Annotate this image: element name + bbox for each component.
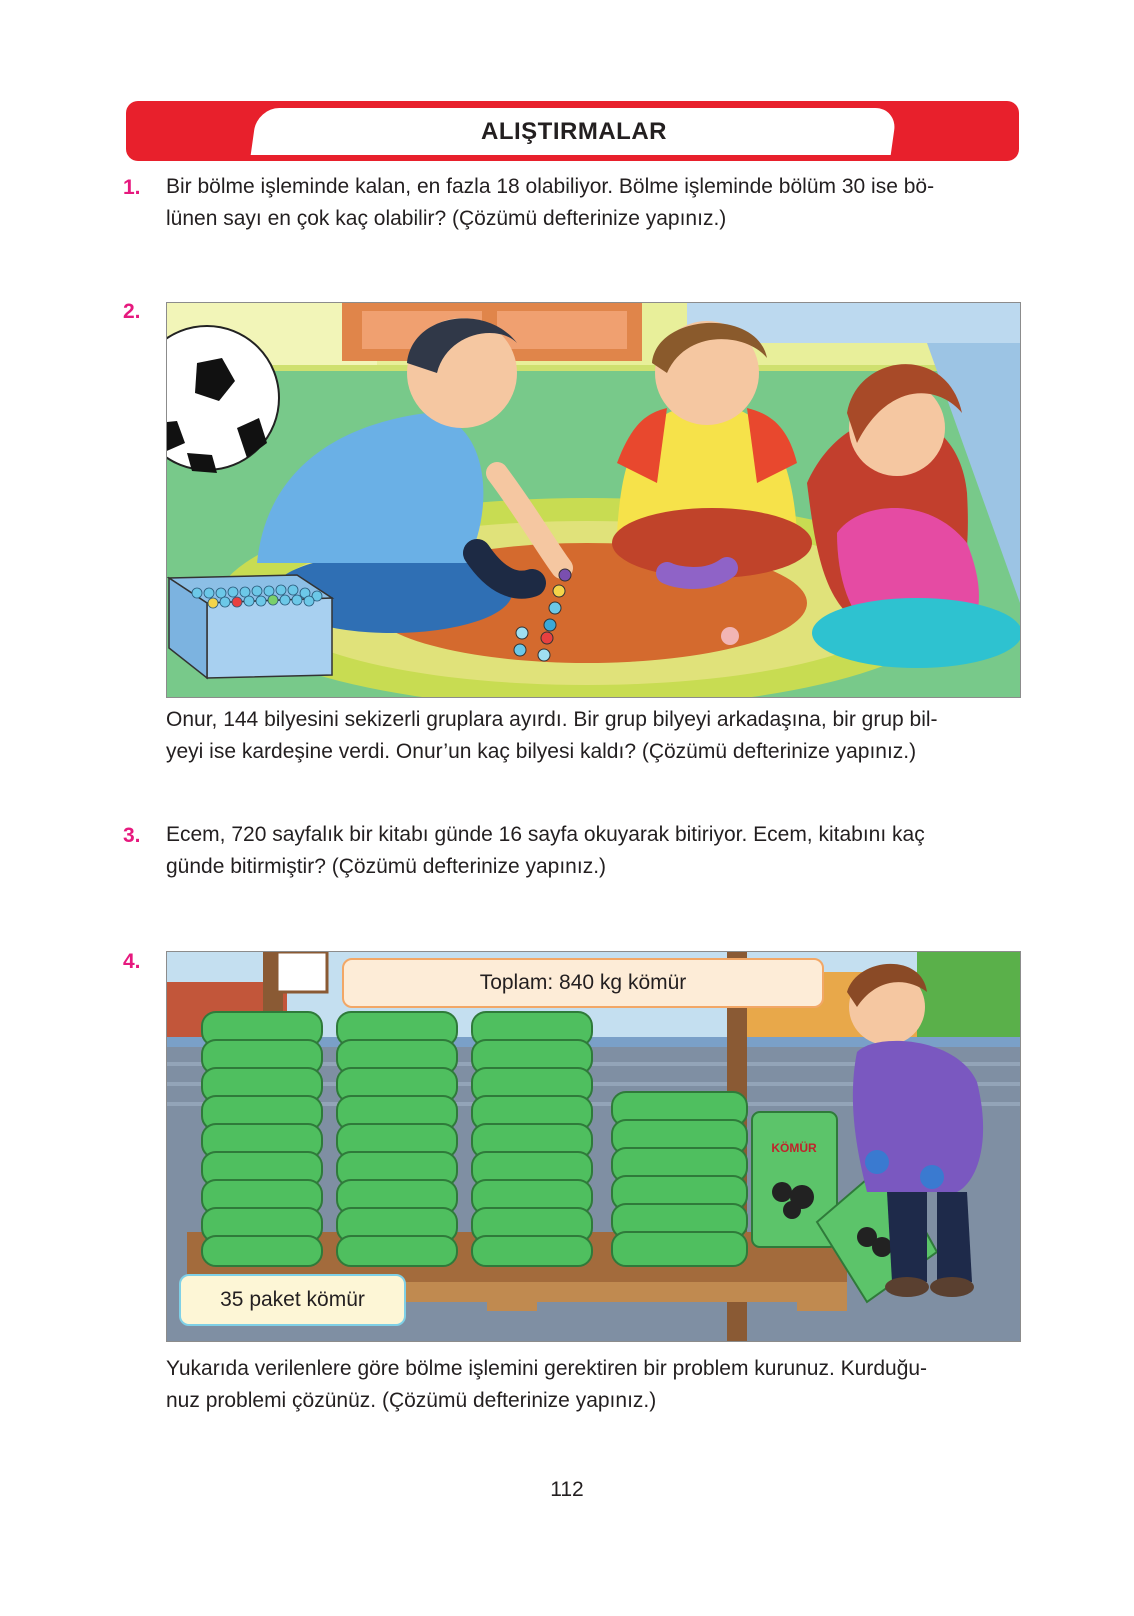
- question-2-line-2: yeyi ise kardeşine verdi. Onur’un kaç bilyesi kaldı? (Çözümü defterinize yapınız.): [166, 740, 917, 763]
- coal-sack-stack-short: [612, 1092, 747, 1266]
- question-2-line-1: Onur, 144 bilyesini sekizerli gruplara ayırdı. Bir grup bilyeyi arkadaşına, bir grup bil-: [166, 708, 938, 731]
- marbles-illustration: [166, 302, 1021, 698]
- question-2-number: 2.: [123, 300, 141, 323]
- total-label: Toplam: 840 kg kömür: [342, 958, 824, 1008]
- question-1-number: 1.: [123, 176, 141, 199]
- question-3-text: [166, 819, 1026, 883]
- packages-label: 35 paket kömür: [179, 1274, 406, 1326]
- question-4-line-1: Yukarıda verilenlere göre bölme işlemini gerektiren bir problem kurunuz. Kurduğu-: [166, 1357, 928, 1380]
- question-3-number: 3.: [123, 824, 141, 847]
- page-title: ALIŞTIRMALAR: [481, 118, 667, 145]
- question-1-line-2: lünen sayı en çok kaç olabilir? (Çözümü defterinize yapınız.): [166, 207, 727, 230]
- question-3-line-1: Ecem, 720 sayfalık bir kitabı günde 16 sayfa okuyarak bitiriyor. Ecem, kitabını kaç: [166, 823, 925, 846]
- marble-box-icon: [169, 575, 332, 678]
- bag-label: KÖMÜR: [771, 1141, 817, 1155]
- question-4-line-2: nuz problemi çözünüz. (Çözümü defterinize yapınız.): [166, 1389, 657, 1412]
- question-4-text: [166, 1353, 1026, 1417]
- question-3-line-2: günde bitirmiştir? (Çözümü defterinize yapınız.): [166, 855, 607, 878]
- page-number: 112: [550, 1478, 584, 1501]
- coal-sack-stack: [202, 1012, 322, 1266]
- question-1-text: [166, 171, 1026, 235]
- question-1-line-1: Bir bölme işleminde kalan, en fazla 18 olabiliyor. Bölme işleminde bölüm 30 ise bö-: [166, 175, 935, 198]
- question-2-text: [166, 704, 1026, 768]
- question-4-number: 4.: [123, 950, 141, 973]
